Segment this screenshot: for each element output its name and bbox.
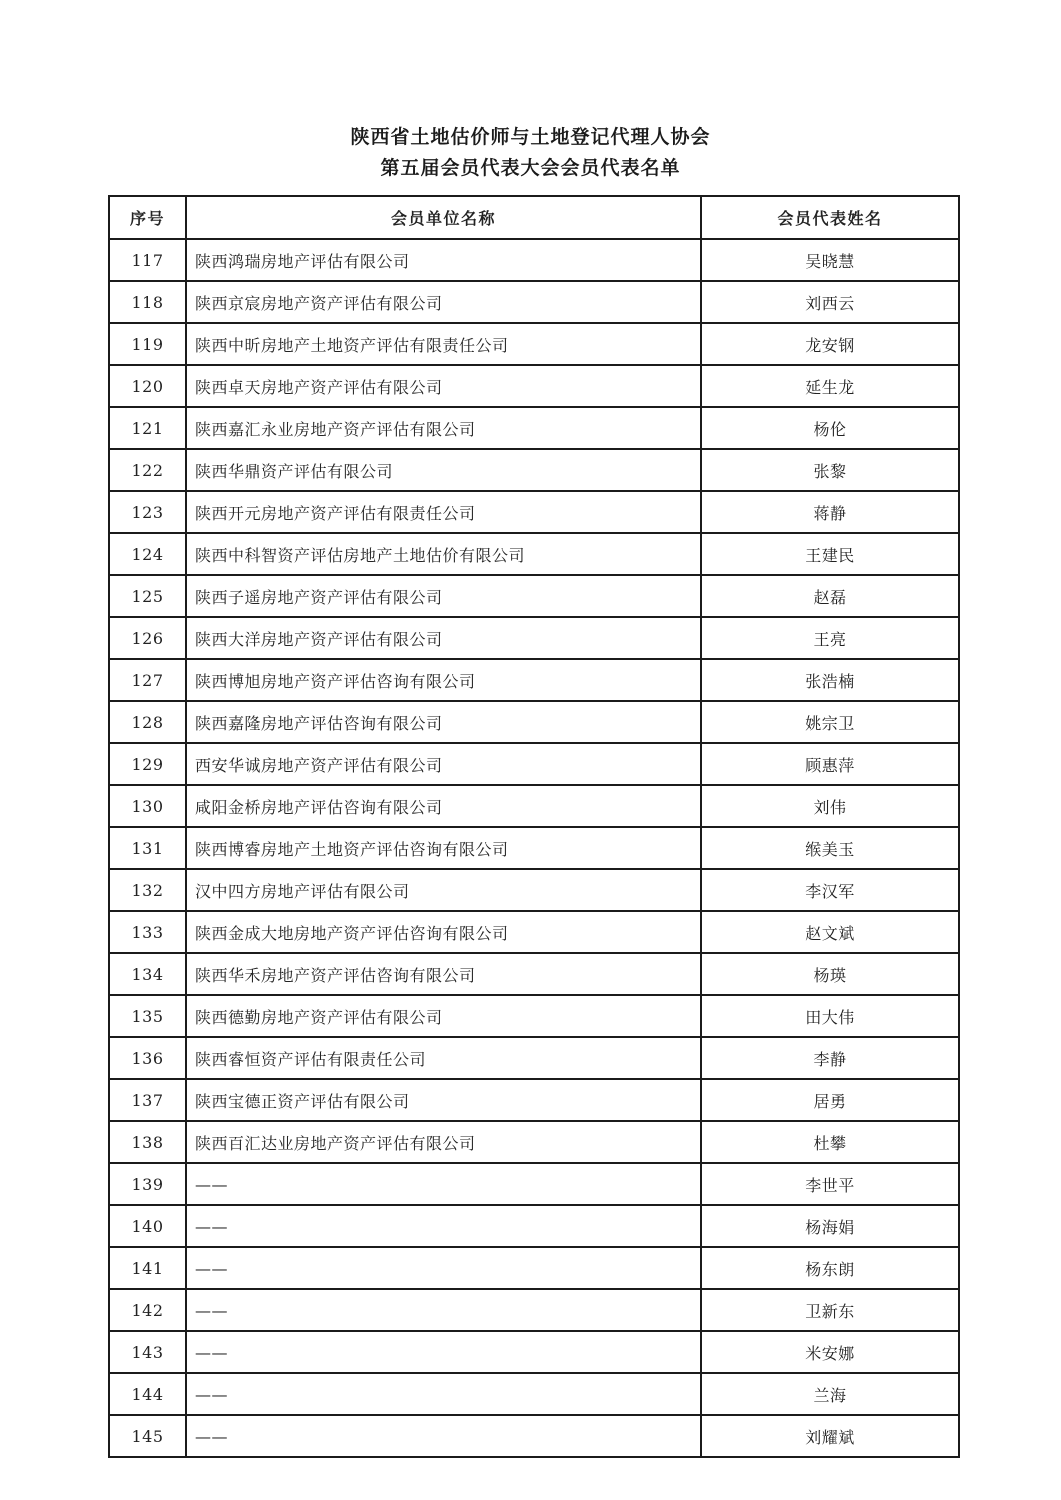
row-member-unit-cell: —— [186, 1289, 701, 1331]
row-representative-name-cell: 赵文斌 [701, 911, 959, 953]
header-member-unit-name: 会员单位名称 [186, 196, 701, 239]
row-serial-number-cell: 120 [109, 365, 186, 407]
row-representative-name-cell: 杨瑛 [701, 953, 959, 995]
row-serial-number-cell: 140 [109, 1205, 186, 1247]
row-member-unit-cell: 汉中四方房地产评估有限公司 [186, 869, 701, 911]
row-member-unit-cell: 陕西百汇达业房地产资产评估有限公司 [186, 1121, 701, 1163]
row-serial-number-cell: 131 [109, 827, 186, 869]
row-serial-number-cell: 143 [109, 1331, 186, 1373]
member-roster-table [108, 195, 960, 1458]
row-member-unit-cell: 西安华诚房地产资产评估有限公司 [186, 743, 701, 785]
row-member-unit-cell: 陕西德勤房地产资产评估有限公司 [186, 995, 701, 1037]
table-row [109, 785, 959, 827]
table-row [109, 911, 959, 953]
row-serial-number-cell: 130 [109, 785, 186, 827]
row-serial-number-cell: 133 [109, 911, 186, 953]
row-representative-name-cell: 吴晓慧 [701, 239, 959, 281]
table-row [109, 533, 959, 575]
table-row [109, 953, 959, 995]
table-row [109, 407, 959, 449]
table-row [109, 995, 959, 1037]
row-representative-name-cell: 杜攀 [701, 1121, 959, 1163]
row-serial-number-cell: 136 [109, 1037, 186, 1079]
row-member-unit-cell: 陕西嘉汇永业房地产资产评估有限公司 [186, 407, 701, 449]
row-serial-number-cell: 117 [109, 239, 186, 281]
row-serial-number-cell: 145 [109, 1415, 186, 1457]
row-serial-number-cell: 129 [109, 743, 186, 785]
table-row [109, 659, 959, 701]
table-row [109, 1415, 959, 1457]
row-member-unit-cell: 陕西京宸房地产资产评估有限公司 [186, 281, 701, 323]
table-row [109, 281, 959, 323]
row-serial-number-cell: 123 [109, 491, 186, 533]
row-representative-name-cell: 米安娜 [701, 1331, 959, 1373]
row-serial-number-cell: 144 [109, 1373, 186, 1415]
row-representative-name-cell: 田大伟 [701, 995, 959, 1037]
table-row [109, 1037, 959, 1079]
header-serial-number: 序号 [109, 196, 186, 239]
header-row [109, 196, 959, 239]
table-header [109, 196, 959, 239]
row-representative-name-cell: 李汉军 [701, 869, 959, 911]
row-representative-name-cell: 杨海娟 [701, 1205, 959, 1247]
row-member-unit-cell: 陕西开元房地产资产评估有限责任公司 [186, 491, 701, 533]
table-row [109, 869, 959, 911]
document-title [0, 122, 1061, 184]
title-line-2: 第五届会员代表大会会员代表名单 [380, 157, 681, 179]
row-member-unit-cell: 陕西嘉隆房地产评估咨询有限公司 [186, 701, 701, 743]
table-row [109, 1289, 959, 1331]
table-row [109, 1079, 959, 1121]
row-member-unit-cell: 陕西鸿瑞房地产评估有限公司 [186, 239, 701, 281]
row-representative-name-cell: 卫新东 [701, 1289, 959, 1331]
row-representative-name-cell: 顾惠萍 [701, 743, 959, 785]
title-line-1: 陕西省土地估价师与土地登记代理人协会 [350, 126, 711, 148]
row-member-unit-cell: 陕西华禾房地产资产评估咨询有限公司 [186, 953, 701, 995]
row-representative-name-cell: 蒋静 [701, 491, 959, 533]
table-row [109, 491, 959, 533]
row-member-unit-cell: 陕西金成大地房地产资产评估咨询有限公司 [186, 911, 701, 953]
row-member-unit-cell: 陕西宝德正资产评估有限公司 [186, 1079, 701, 1121]
row-serial-number-cell: 126 [109, 617, 186, 659]
row-representative-name-cell: 刘西云 [701, 281, 959, 323]
row-member-unit-cell: 陕西华鼎资产评估有限公司 [186, 449, 701, 491]
row-representative-name-cell: 姚宗卫 [701, 701, 959, 743]
row-representative-name-cell: 王亮 [701, 617, 959, 659]
table-row [109, 1331, 959, 1373]
table-row [109, 1205, 959, 1247]
header-representative-name: 会员代表姓名 [701, 196, 959, 239]
row-serial-number-cell: 127 [109, 659, 186, 701]
row-serial-number-cell: 128 [109, 701, 186, 743]
row-serial-number-cell: 134 [109, 953, 186, 995]
row-member-unit-cell: —— [186, 1247, 701, 1289]
table-row [109, 827, 959, 869]
table-row [109, 1163, 959, 1205]
row-serial-number-cell: 124 [109, 533, 186, 575]
table-row [109, 1247, 959, 1289]
row-serial-number-cell: 119 [109, 323, 186, 365]
row-member-unit-cell: —— [186, 1331, 701, 1373]
row-serial-number-cell: 121 [109, 407, 186, 449]
row-member-unit-cell: 陕西大洋房地产资产评估有限公司 [186, 617, 701, 659]
row-serial-number-cell: 141 [109, 1247, 186, 1289]
row-serial-number-cell: 132 [109, 869, 186, 911]
row-member-unit-cell: —— [186, 1163, 701, 1205]
row-representative-name-cell: 居勇 [701, 1079, 959, 1121]
row-member-unit-cell: 陕西博旭房地产资产评估咨询有限公司 [186, 659, 701, 701]
row-member-unit-cell: 陕西卓天房地产资产评估有限公司 [186, 365, 701, 407]
table-row [109, 449, 959, 491]
row-member-unit-cell: 陕西子遥房地产资产评估有限公司 [186, 575, 701, 617]
table-body [109, 239, 959, 1457]
row-serial-number-cell: 138 [109, 1121, 186, 1163]
row-representative-name-cell: 刘伟 [701, 785, 959, 827]
row-serial-number-cell: 137 [109, 1079, 186, 1121]
row-member-unit-cell: 陕西博睿房地产土地资产评估咨询有限公司 [186, 827, 701, 869]
table-row [109, 1373, 959, 1415]
row-representative-name-cell: 张黎 [701, 449, 959, 491]
row-member-unit-cell: —— [186, 1205, 701, 1247]
row-representative-name-cell: 张浩楠 [701, 659, 959, 701]
table-row [109, 365, 959, 407]
row-representative-name-cell: 龙安钢 [701, 323, 959, 365]
row-representative-name-cell: 兰海 [701, 1373, 959, 1415]
row-member-unit-cell: 咸阳金桥房地产评估咨询有限公司 [186, 785, 701, 827]
row-representative-name-cell: 赵磊 [701, 575, 959, 617]
row-representative-name-cell: 延生龙 [701, 365, 959, 407]
table-row [109, 617, 959, 659]
row-representative-name-cell: 李静 [701, 1037, 959, 1079]
row-representative-name-cell: 李世平 [701, 1163, 959, 1205]
row-member-unit-cell: 陕西睿恒资产评估有限责任公司 [186, 1037, 701, 1079]
table-row [109, 575, 959, 617]
table-row [109, 1121, 959, 1163]
row-serial-number-cell: 125 [109, 575, 186, 617]
row-representative-name-cell: 刘耀斌 [701, 1415, 959, 1457]
row-serial-number-cell: 142 [109, 1289, 186, 1331]
row-serial-number-cell: 135 [109, 995, 186, 1037]
row-serial-number-cell: 139 [109, 1163, 186, 1205]
row-representative-name-cell: 杨伦 [701, 407, 959, 449]
table-row [109, 239, 959, 281]
row-member-unit-cell: 陕西中昕房地产土地资产评估有限责任公司 [186, 323, 701, 365]
table-row [109, 701, 959, 743]
table-row [109, 743, 959, 785]
row-representative-name-cell: 杨东朗 [701, 1247, 959, 1289]
row-member-unit-cell: 陕西中科智资产评估房地产土地估价有限公司 [186, 533, 701, 575]
row-member-unit-cell: —— [186, 1415, 701, 1457]
row-representative-name-cell: 王建民 [701, 533, 959, 575]
row-serial-number-cell: 122 [109, 449, 186, 491]
row-representative-name-cell: 缑美玉 [701, 827, 959, 869]
table-row [109, 323, 959, 365]
row-member-unit-cell: —— [186, 1373, 701, 1415]
row-serial-number-cell: 118 [109, 281, 186, 323]
